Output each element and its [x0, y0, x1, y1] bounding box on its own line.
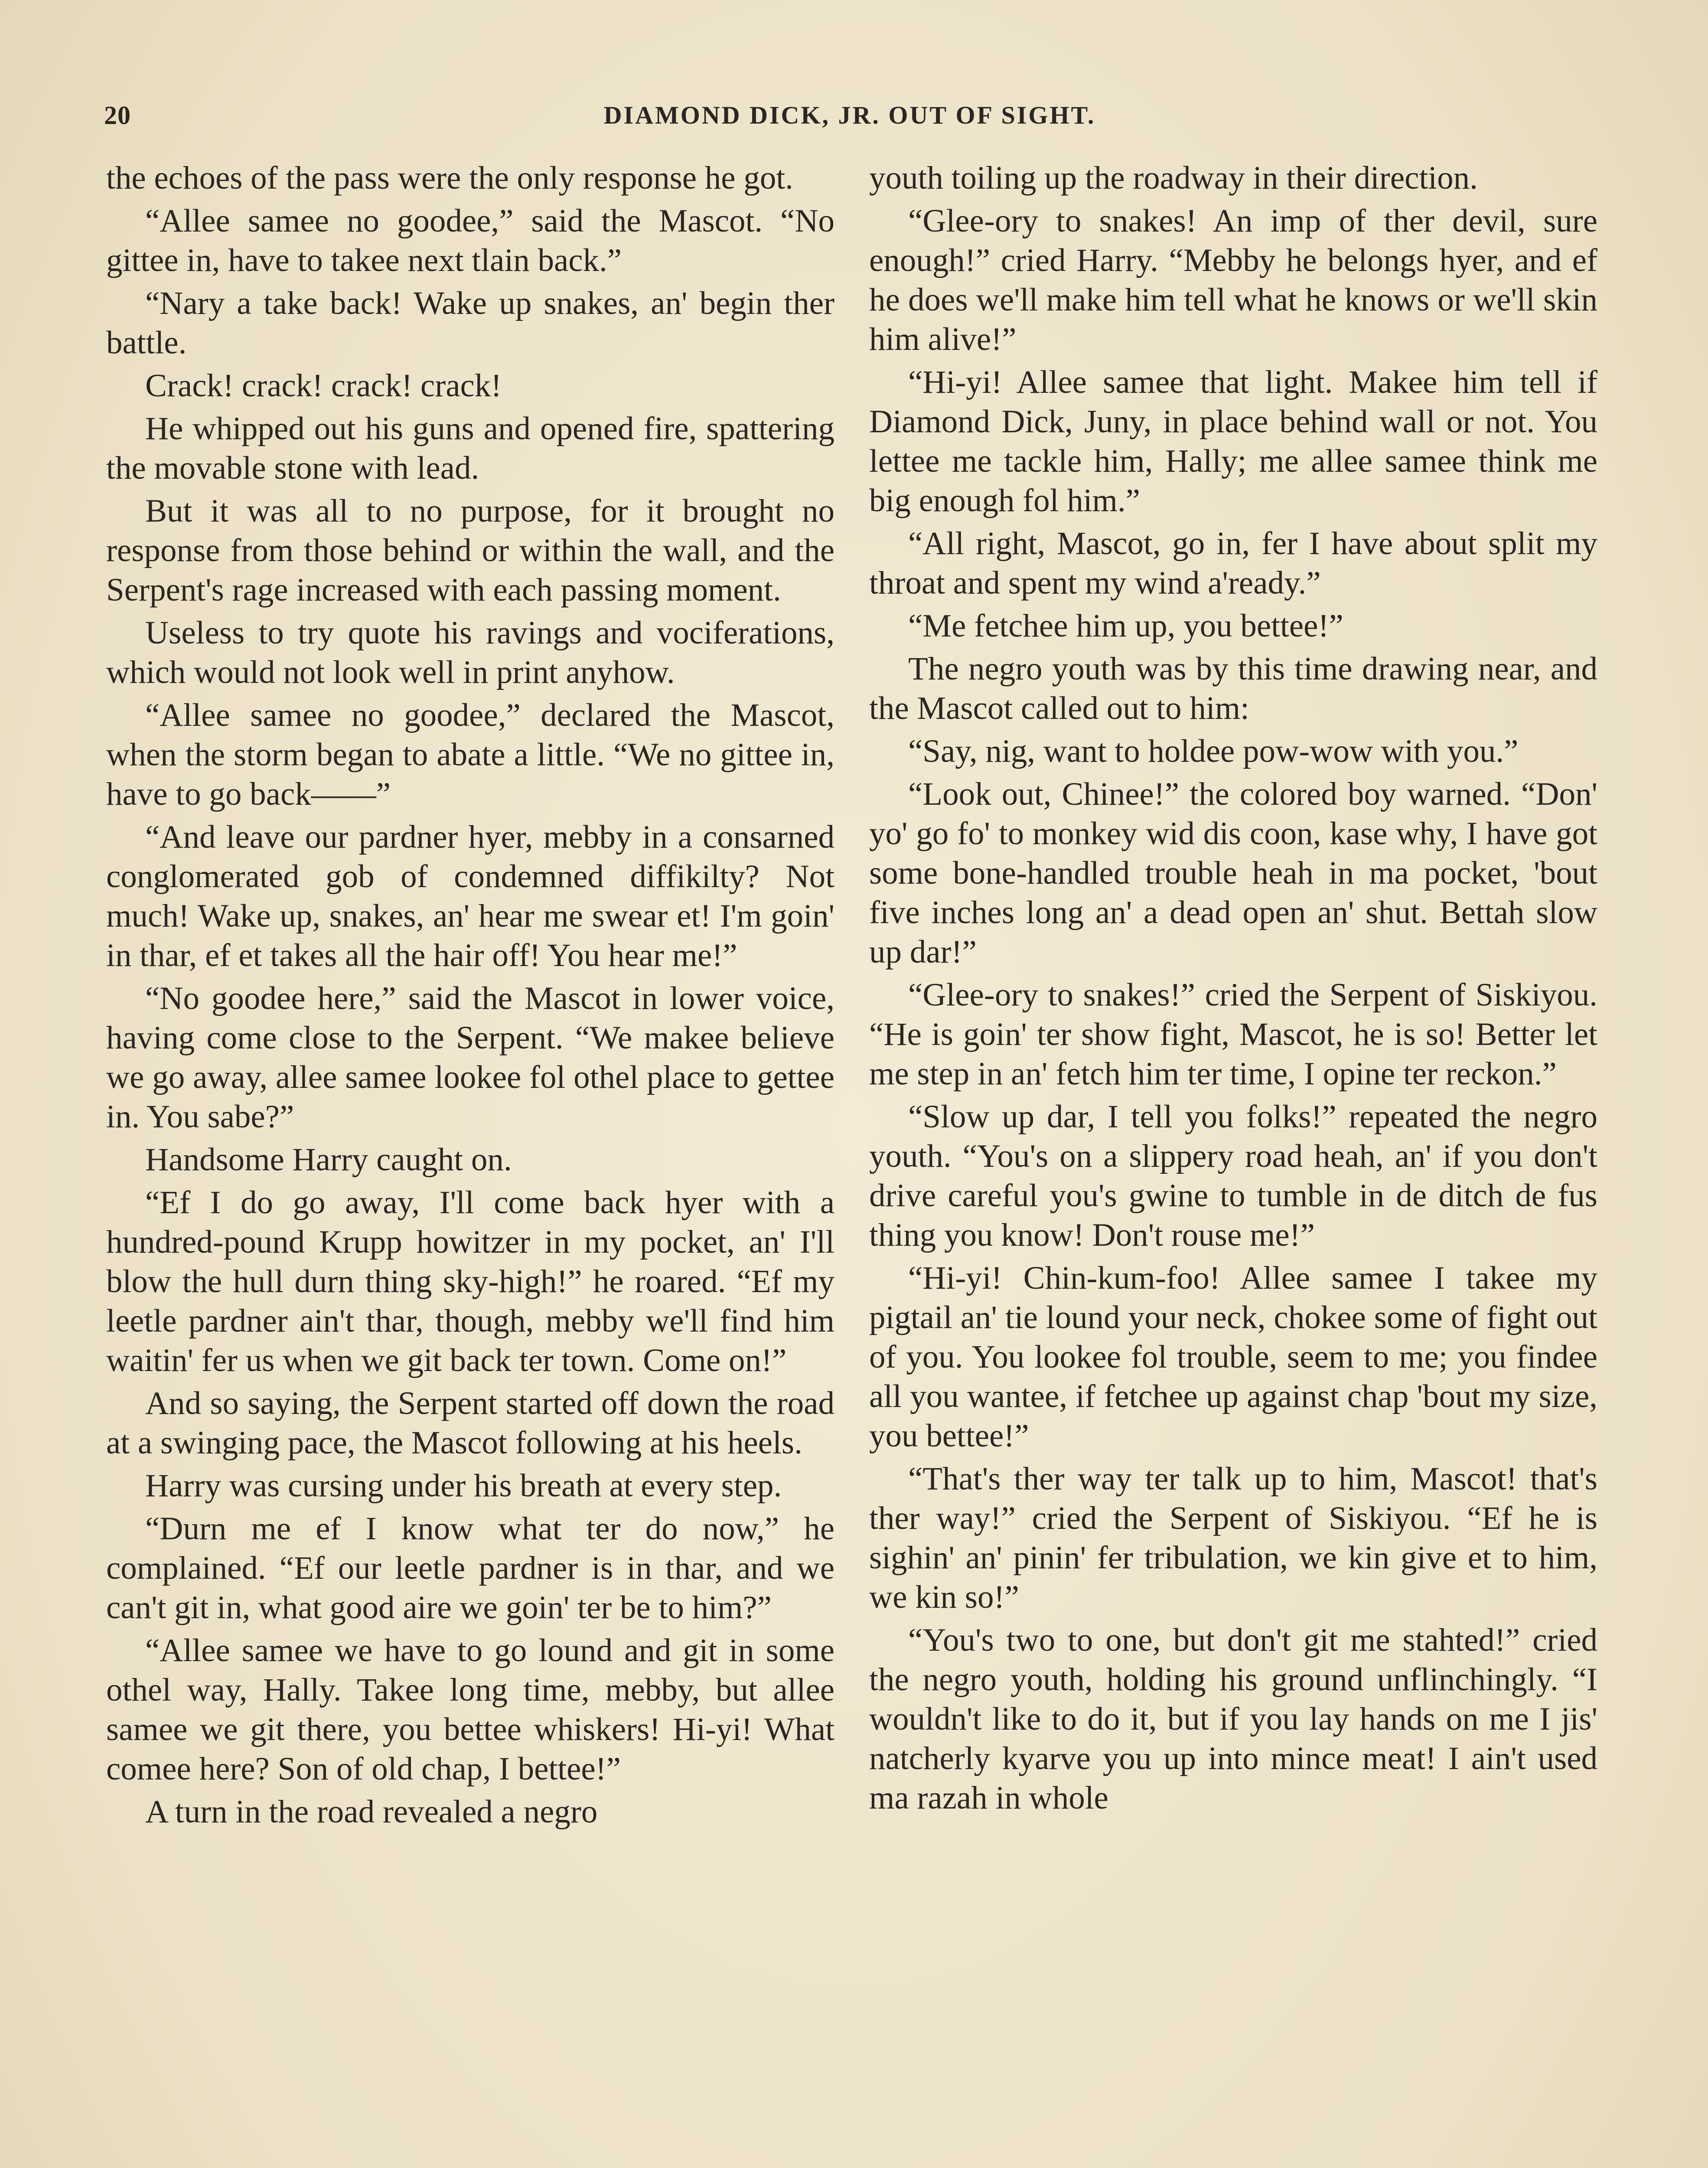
paragraph: “Look out, Chinee!” the colored boy warned. “Don' yo' go fo' to monkey wid dis coon, kase why, I have got some bone-handled trouble heah in ma pocket, 'bout five inches long an' a dead open an' shut. Bettah slow up dar!” [869, 776, 1597, 970]
paragraph: Handsome Harry caught on. [145, 1142, 512, 1178]
paragraph: “All right, Mascot, go in, fer I have about split my throat and spent my wind a'ready.” [869, 526, 1597, 601]
paragraph: “Allee samee no goodee,” declared the Mascot, when the storm began to abate a little. “We no gittee in, have to go back——” [106, 697, 834, 812]
paragraph: “Allee samee no goodee,” said the Mascot. “No gittee in, have to takee next tlain back.” [106, 203, 834, 278]
paragraph: “You's two to one, but don't git me stahted!” cried the negro youth, holding his ground unflinchingly. “I wouldn't like to do it, but if you lay hands on me I jis' natcherly kyarve you up into mince meat! I ain't used ma razah in whole [869, 1622, 1597, 1816]
right-column [869, 158, 1597, 1821]
paragraph: “Nary a take back! Wake up snakes, an' begin ther battle. [106, 285, 834, 361]
paragraph: “Hi-yi! Chin-kum-foo! Allee samee I takee my pigtail an' tie lound your neck, chokee some of fight out of you. You lookee fol trouble, seem to me; you findee all you wantee, if fetchee up against chap 'bout my size, you bettee!” [869, 1260, 1597, 1454]
paragraph: Useless to try quote his ravings and vociferations, which would not look well in print anyhow. [106, 615, 834, 690]
left-column [106, 158, 834, 1835]
paragraph: “No goodee here,” said the Mascot in lower voice, having come close to the Serpent. “We makee believe we go away, allee samee lookee fol othel place to gettee in. You sabe?” [106, 980, 834, 1135]
paragraph: “Glee-ory to snakes! An imp of ther devil, sure enough!” cried Harry. “Mebby he belongs hyer, and ef he does we'll make him tell what he knows or we'll skin him alive!” [869, 203, 1597, 357]
paragraph: A turn in the road revealed a negro [145, 1794, 598, 1830]
paragraph: The negro youth was by this time drawing near, and the Mascot called out to him: [869, 651, 1597, 726]
paragraph: Crack! crack! crack! crack! [145, 368, 502, 404]
paragraph: “And leave our pardner hyer, mebby in a consarned conglomerated gob of condemned diffikilty? Not much! Wake up, snakes, an' hear me swear et! I'm goin' in thar, ef et takes all the hair off! You hear me!” [106, 819, 834, 973]
paragraph: “Slow up dar, I tell you folks!” repeated the negro youth. “You's on a slippery road heah, an' if you don't drive careful you's gwine to tumble in de ditch de fus thing you know! Don't rouse me!” [869, 1099, 1597, 1253]
paragraph: the echoes of the pass were the only response he got. [106, 160, 793, 196]
paragraph: “Ef I do go away, I'll come back hyer with a hundred-pound Krupp howitzer in my pocket, an' I'll blow the hull durn thing sky-high!” he roared. “Ef my leetle pardner ain't thar, though, mebby we'll find him waitin' fer us when we git back ter town. Come on!” [106, 1185, 834, 1378]
paragraph: Harry was cursing under his breath at every step. [145, 1468, 782, 1504]
paragraph: “Glee-ory to snakes!” cried the Serpent of Siskiyou. “He is goin' ter show fight, Mascot, he is so! Better let me step in an' fetch him ter time, I opine ter reckon.” [869, 977, 1597, 1092]
running-title: DIAMOND DICK, JR. OUT OF SIGHT. [603, 101, 1096, 129]
paragraph: “Allee samee we have to go lound and git in some othel way, Hally. Takee long time, mebby, but allee samee we git there, you bettee whiskers! Hi-yi! What comee here? Son of old chap, I bettee!” [106, 1633, 834, 1787]
paragraph: But it was all to no purpose, for it brought no response from those behind or within the wall, and the Serpent's rage increased with each passing moment. [106, 493, 834, 608]
paragraph: “Me fetchee him up, you bettee!” [908, 608, 1343, 644]
paragraph: And so saying, the Serpent started off down the road at a swinging pace, the Mascot following at his heels. [106, 1385, 834, 1461]
paragraph: “Say, nig, want to holdee pow-wow with you.” [908, 733, 1519, 769]
paragraph: “That's ther way ter talk up to him, Mascot! that's ther way!” cried the Serpent of Siskiyou. “Ef he is sighin' an' pinin' fer tribulation, we kin give et to him, we kin so!” [869, 1461, 1597, 1615]
paragraph: “Hi-yi! Allee samee that light. Makee him tell if Diamond Dick, Juny, in place behind wall or not. You lettee me tackle him, Hally; me allee samee think me big enough fol him.” [869, 364, 1597, 519]
page-number: 20 [104, 101, 131, 130]
paragraph: He whipped out his guns and opened fire, spattering the movable stone with lead. [106, 411, 834, 486]
page-header [104, 101, 1595, 140]
paragraph: youth toiling up the roadway in their direction. [869, 160, 1478, 196]
paragraph: “Durn me ef I know what ter do now,” he complained. “Ef our leetle pardner is in thar, and we can't git in, what good aire we goin' ter be to him?” [106, 1511, 834, 1626]
